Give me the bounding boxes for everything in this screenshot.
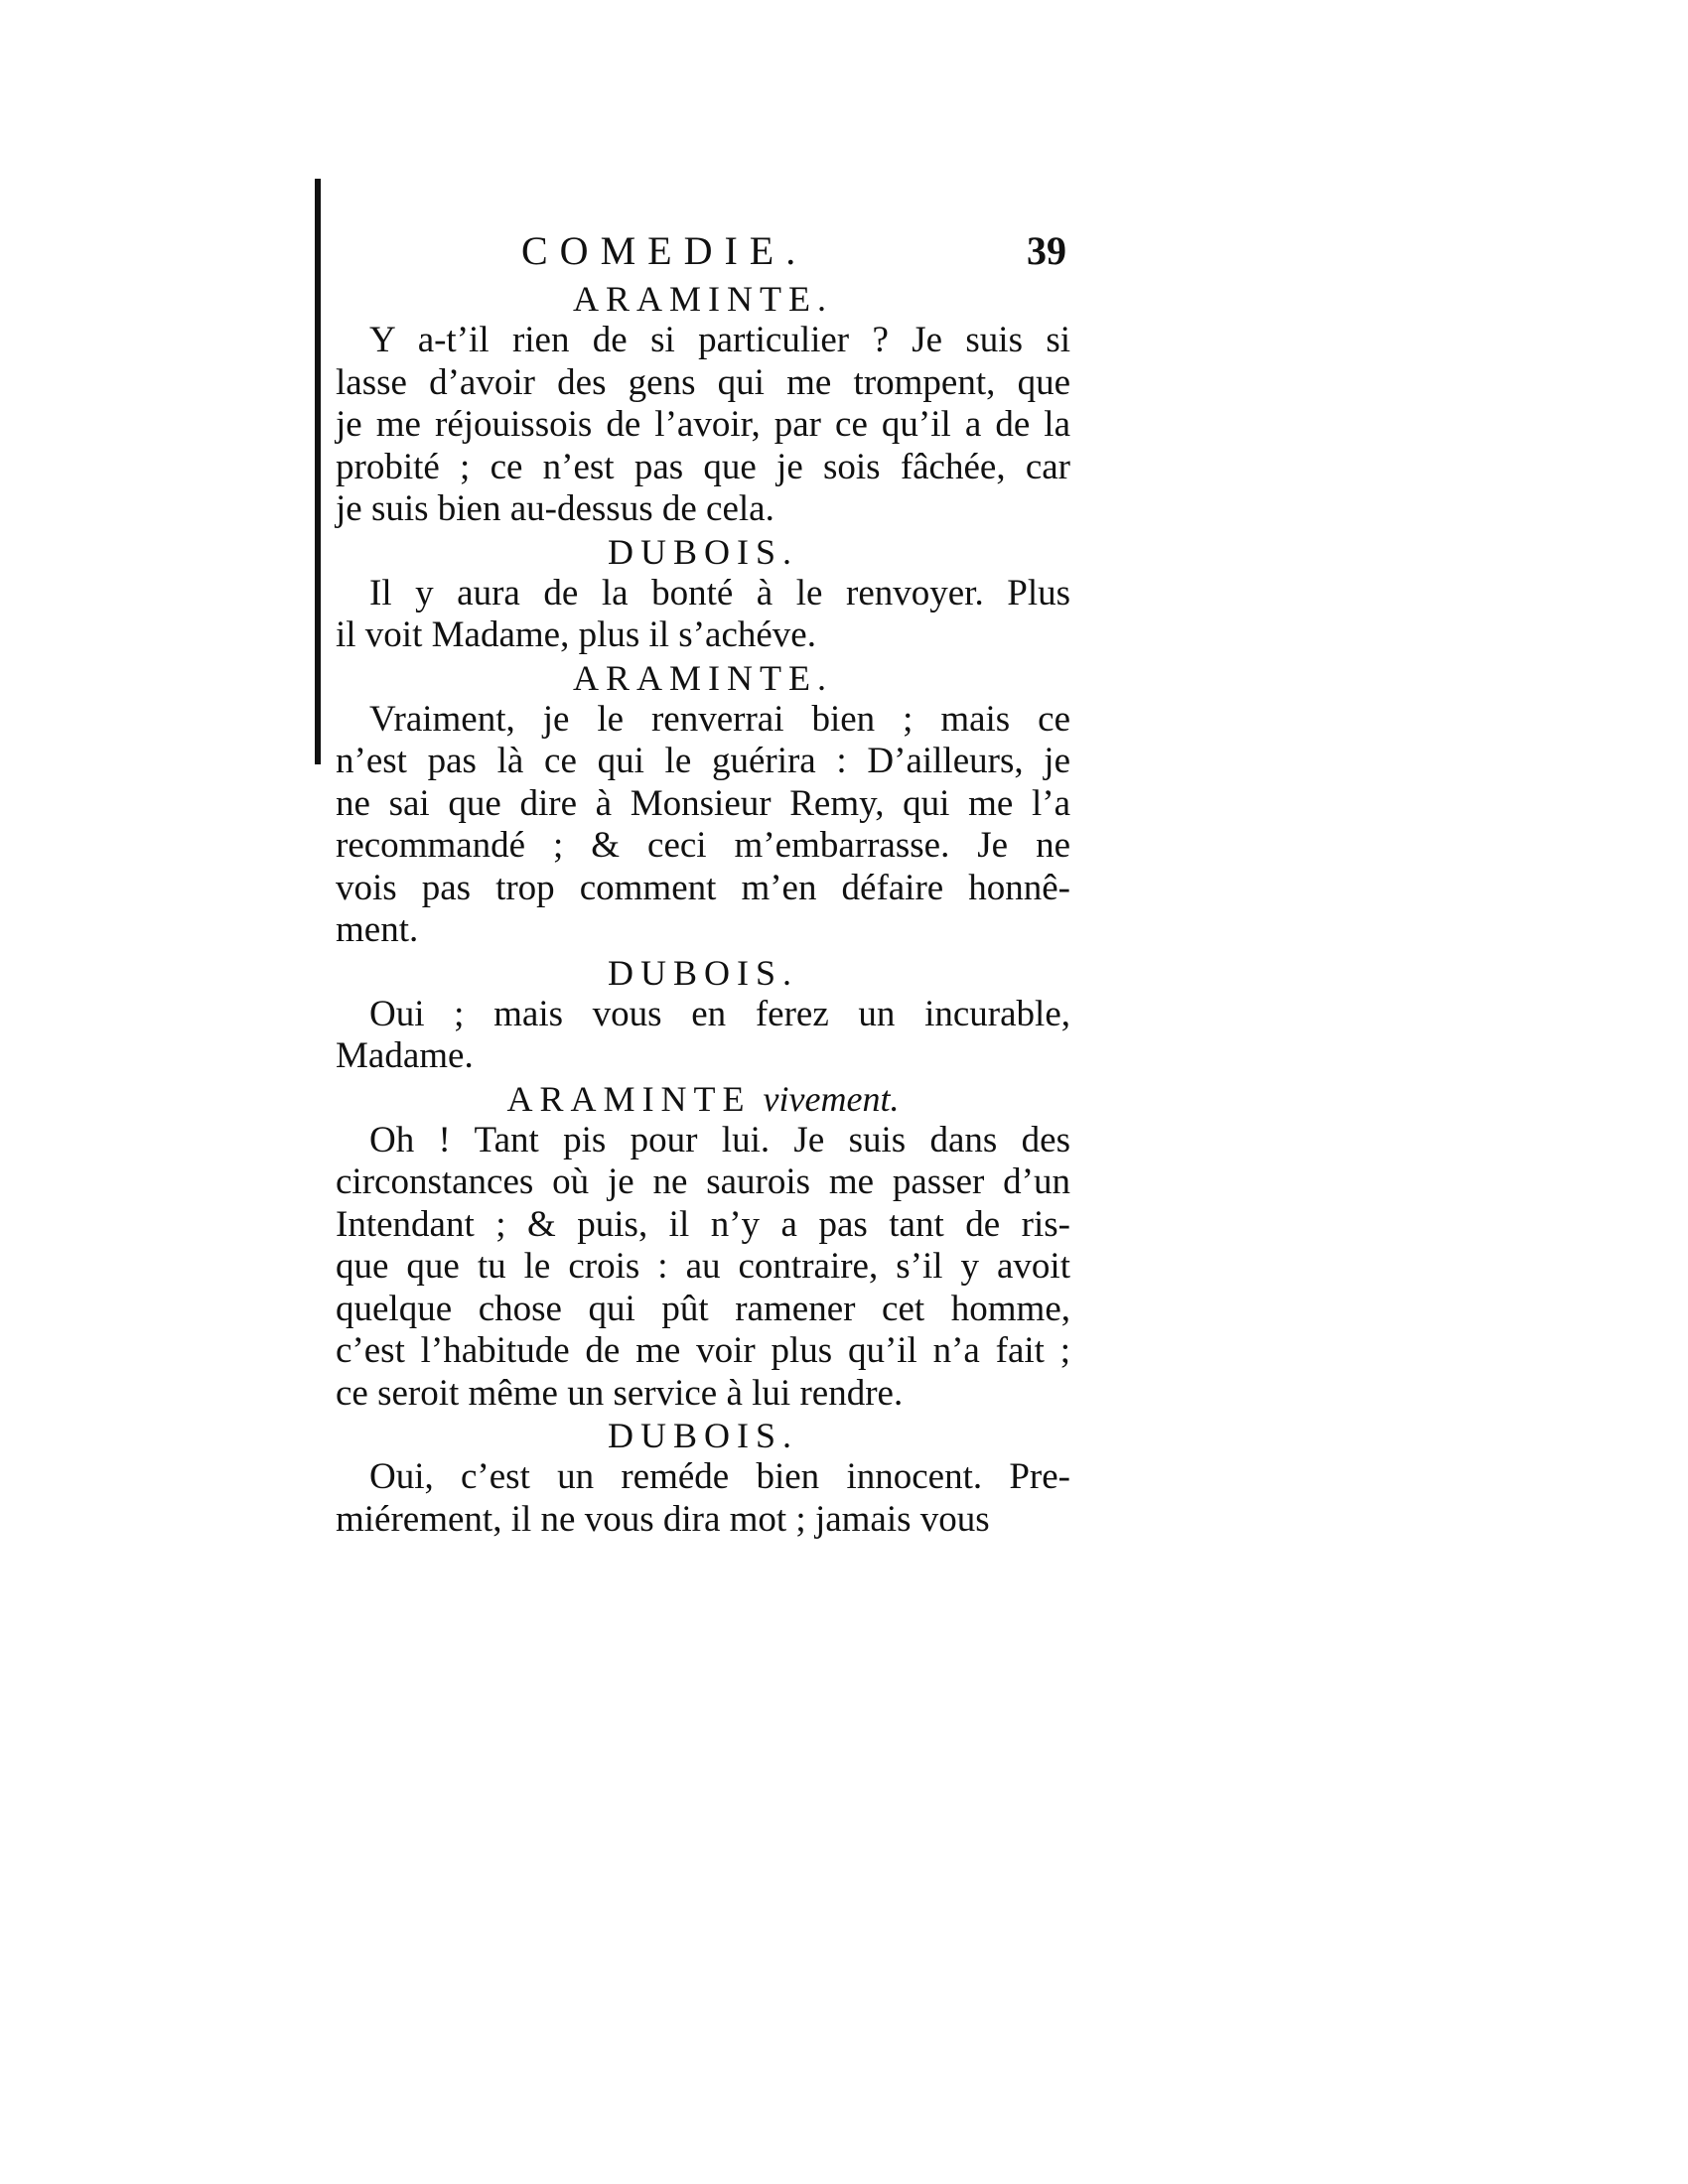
text-line: circonstances où je ne saurois me passer d’un bbox=[336, 1161, 1070, 1202]
speaker-name bbox=[336, 657, 1070, 699]
text-line: Madame. bbox=[336, 1035, 474, 1076]
speaker-name bbox=[336, 952, 1070, 994]
speaker-label: DUBOIS. bbox=[607, 1416, 798, 1455]
text-line: Y a-t’il rien de si particulier ? Je suis si bbox=[369, 320, 1070, 360]
text-line: je me réjouissois de l’avoir, par ce qu’il a de la bbox=[336, 404, 1070, 445]
text-line: recommandé ; & ceci m’embarrasse. Je ne bbox=[336, 825, 1070, 866]
speaker-label: DUBOIS. bbox=[607, 531, 798, 572]
page-number: 39 bbox=[1027, 228, 1066, 273]
text-line: Vraiment, je le renverrai bien ; mais ce bbox=[369, 698, 1070, 740]
text-line: ne sai que dire à Monsieur Remy, qui me l’a bbox=[336, 782, 1070, 824]
speaker-label: ARAMINTE. bbox=[573, 657, 833, 698]
text-line: c’est l’habitude de me voir plus qu’il n’a fait ; bbox=[336, 1330, 1070, 1371]
text-line: il voit Madame, plus il s’achéve. bbox=[336, 614, 816, 655]
text-line: Intendant ; & puis, il n’y a pas tant de ris- bbox=[336, 1203, 1070, 1245]
text-line: miérement, il ne vous dira mot ; jamais vous bbox=[336, 1498, 990, 1540]
speaker-label: DUBOIS. bbox=[607, 952, 798, 993]
text-line: Il y aura de la bonté à le renvoyer. Plus bbox=[369, 572, 1070, 614]
text-line: ment. bbox=[336, 909, 419, 950]
text-line: n’est pas là ce qui le guérira : D’ailleurs, je bbox=[336, 741, 1070, 781]
running-head bbox=[336, 226, 1070, 276]
speaker-label: ARAMINTE bbox=[506, 1078, 752, 1119]
speaker-label: ARAMINTE. bbox=[573, 279, 833, 319]
speaker-name bbox=[336, 1078, 1070, 1120]
text-line: que que tu le crois : au contraire, s’il y avoit bbox=[336, 1246, 1070, 1287]
play-text bbox=[336, 278, 1070, 1541]
margin-rule bbox=[315, 179, 321, 764]
running-title: COMEDIE. bbox=[521, 228, 808, 273]
text-line: Oh ! Tant pis pour lui. Je suis dans des bbox=[369, 1119, 1070, 1160]
text-line: quelque chose qui pût ramener cet homme, bbox=[336, 1288, 1070, 1329]
text-line: Oui ; mais vous en ferez un incurable, bbox=[369, 993, 1070, 1034]
text-line: lasse d’avoir des gens qui me trompent, que bbox=[336, 361, 1070, 403]
text-line: Oui, c’est un reméde bien innocent. Pre- bbox=[369, 1456, 1070, 1497]
stage-direction: vivement. bbox=[763, 1078, 900, 1119]
text-line: probité ; ce n’est pas que je sois fâchée, car bbox=[336, 446, 1070, 487]
text-line: ce seroit même un service à lui rendre. bbox=[336, 1372, 904, 1414]
speaker-name bbox=[336, 278, 1070, 320]
speaker-name bbox=[336, 1415, 1070, 1456]
text-line: je suis bien au-dessus de cela. bbox=[336, 488, 774, 529]
text-line: vois pas trop comment m’en défaire honnê- bbox=[336, 867, 1070, 908]
speaker-name bbox=[336, 531, 1070, 573]
